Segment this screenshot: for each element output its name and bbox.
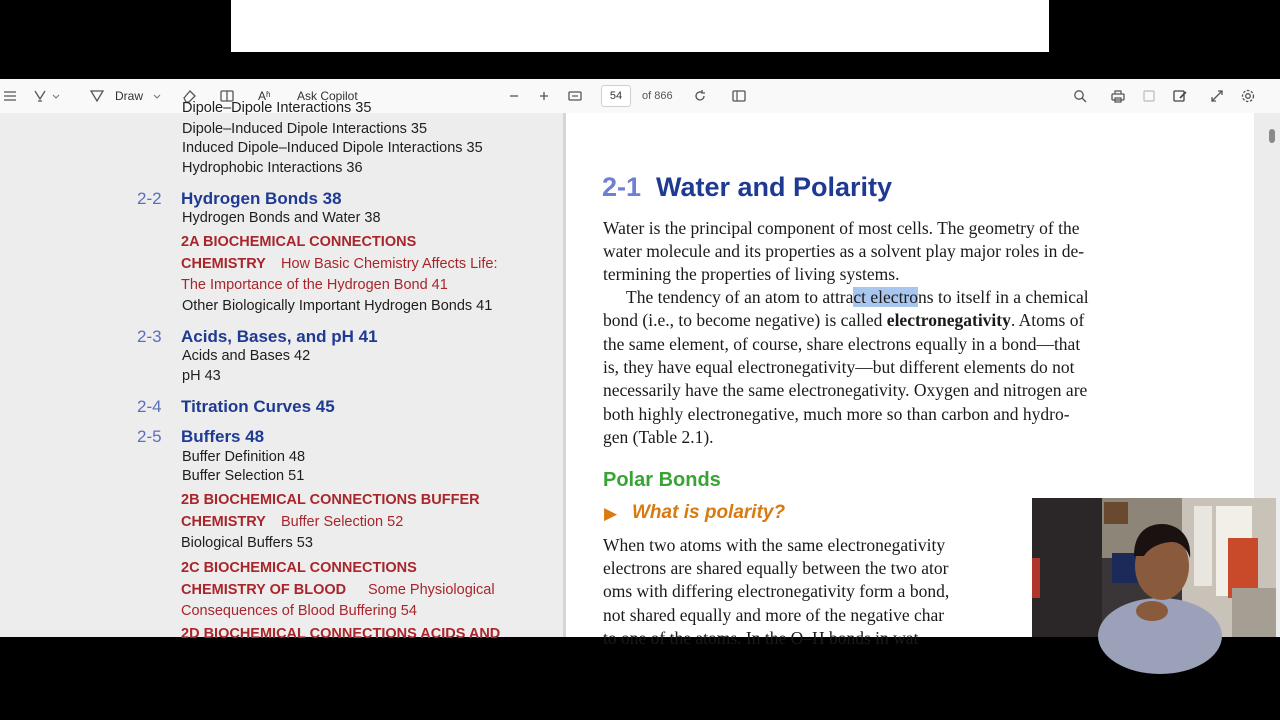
toc-item[interactable]: pH 43 <box>182 368 221 384</box>
print-button[interactable] <box>1110 79 1126 113</box>
save-icon <box>1141 88 1157 104</box>
draw-icon <box>89 88 105 104</box>
settings-button[interactable] <box>1240 79 1256 113</box>
edit-icon <box>1172 88 1188 104</box>
toc-item[interactable]: Dipole–Dipole Interactions 35 <box>182 100 372 116</box>
toc-section-title[interactable]: Hydrogen Bonds 38 <box>181 189 342 208</box>
page-number-input[interactable]: 54 <box>601 85 631 107</box>
toc-item[interactable]: Other Biologically Important Hydrogen Bonds 41 <box>182 298 493 314</box>
fullscreen-icon <box>1209 88 1225 104</box>
highlight-icon <box>32 88 48 104</box>
print-icon <box>1110 88 1126 104</box>
webcam-feed-image <box>1032 498 1276 637</box>
page-view-button[interactable] <box>731 79 747 113</box>
draw-button[interactable] <box>89 79 159 113</box>
key-term: electronegativity <box>886 310 1011 330</box>
question-heading: What is polarity? <box>632 502 786 523</box>
zoom-in-button[interactable] <box>536 79 552 113</box>
toc-item[interactable]: Dipole–Induced Dipole Interactions 35 <box>182 121 428 137</box>
ask-copilot-label: Ask Copilot <box>297 89 358 103</box>
section-title: Water and Polarity <box>656 172 893 202</box>
arrow-icon: ▶ <box>604 504 618 523</box>
body-line: is, they have equal electronegativity—but different elements do not <box>603 357 1075 377</box>
chevron-down-icon <box>149 88 159 104</box>
body-text: ns to itself in a chemical <box>918 287 1089 307</box>
fit-page-button[interactable] <box>567 79 583 113</box>
body-line: both highly electronegative, much more so than carbon and hydro- <box>603 404 1070 424</box>
toc-box-heading: 2B BIOCHEMICAL CONNECTIONS BUFFER <box>181 492 480 508</box>
read-aloud-icon: Aʱ <box>258 89 271 103</box>
body-line: water molecule and its properties as a solvent play major roles in de- <box>603 241 1085 261</box>
toc-item[interactable]: Acids and Bases 42 <box>182 348 311 364</box>
toc-section-title[interactable]: Acids, Bases, and pH 41 <box>181 327 378 346</box>
toc-section-number: 2-5 <box>137 427 162 446</box>
body-text: . Atoms of <box>1010 310 1085 330</box>
rotate-button[interactable] <box>692 79 708 113</box>
toc-item[interactable]: Hydrophobic Interactions 36 <box>182 160 363 176</box>
body-line <box>603 310 1084 331</box>
subheading: Polar Bonds <box>603 469 721 491</box>
section-number: 2-1 <box>602 172 642 202</box>
toc-box-title[interactable]: Buffer Selection 52 <box>281 514 404 530</box>
menu-icon <box>2 88 18 104</box>
body-line: gen (Table 2.1). <box>603 427 714 447</box>
toc-section-number: 2-2 <box>137 189 162 208</box>
search-icon <box>1072 88 1088 104</box>
toc-box-title[interactable]: Some Physiological <box>368 582 495 598</box>
body-line: to one of the atoms. In the O–H bonds in wat <box>603 628 919 648</box>
toc-item[interactable]: Hydrogen Bonds and Water 38 <box>182 210 381 226</box>
toc-box-heading: 2C BIOCHEMICAL CONNECTIONS <box>181 560 417 576</box>
body-line: necessarily have the same electronegativity. Oxygen and nitrogen are <box>603 380 1088 400</box>
body-line: When two atoms with the same electronegativity <box>603 535 946 555</box>
body-text: The tendency of an atom to attra <box>626 287 854 307</box>
page-view-icon <box>731 88 747 104</box>
fit-page-icon <box>567 88 583 104</box>
draw-label: Draw <box>115 89 144 103</box>
zoom-out-icon <box>506 88 522 104</box>
top-white-band <box>231 0 1049 52</box>
search-button[interactable] <box>1072 79 1088 113</box>
body-line: not shared equally and more of the negative char <box>603 605 945 625</box>
toc-item[interactable]: Buffer Definition 48 <box>182 449 306 465</box>
toc-box-title[interactable]: The Importance of the Hydrogen Bond 41 <box>181 277 448 293</box>
body-line: the same element, of course, share electrons equally in a bond—that <box>603 334 1081 354</box>
body-line <box>626 287 1089 308</box>
toc-item[interactable]: Induced Dipole–Induced Dipole Interactions 35 <box>182 140 483 156</box>
toc-box-heading: CHEMISTRY <box>181 256 266 272</box>
highlight-button[interactable] <box>32 79 58 113</box>
rotate-icon <box>692 88 708 104</box>
toc-box-title[interactable]: Consequences of Blood Buffering 54 <box>181 603 417 619</box>
toc-item[interactable]: Buffer Selection 51 <box>182 468 305 484</box>
toc-box-heading: CHEMISTRY <box>181 514 266 530</box>
zoom-out-button[interactable] <box>506 79 522 113</box>
page-total: of 866 <box>642 90 673 102</box>
body-text: bond (i.e., to become negative) is called <box>603 310 887 330</box>
toc-item[interactable]: Biological Buffers 53 <box>181 535 313 551</box>
toc-section-number: 2-3 <box>137 327 162 346</box>
toc-box-title[interactable]: How Basic Chemistry Affects Life: <box>281 256 498 272</box>
zoom-in-icon <box>536 88 552 104</box>
toc-section-number: 2-4 <box>137 397 162 416</box>
webcam-overlay <box>1032 498 1276 637</box>
chevron-down-icon <box>48 88 58 104</box>
body-line: termining the properties of living systems. <box>603 264 900 284</box>
toc-box-heading: 2A BIOCHEMICAL CONNECTIONS <box>181 234 417 250</box>
fullscreen-button[interactable] <box>1209 79 1225 113</box>
toc-box-heading: CHEMISTRY OF BLOOD <box>181 582 347 598</box>
toc-section-title[interactable]: Titration Curves 45 <box>181 397 335 416</box>
settings-icon <box>1240 88 1256 104</box>
toc-section-title[interactable]: Buffers 48 <box>181 427 265 446</box>
table-of-contents-panel <box>0 100 563 642</box>
body-line: Water is the principal component of most cells. The geometry of the <box>603 218 1080 238</box>
body-line: oms with differing electronegativity form a bond, <box>603 581 950 601</box>
edit-button[interactable] <box>1172 79 1188 113</box>
body-line: electrons are shared equally between the two ator <box>603 558 949 578</box>
selected-text-highlight[interactable]: ct electro <box>853 287 919 307</box>
save-button[interactable] <box>1141 79 1157 113</box>
toc-box-heading: 2D BIOCHEMICAL CONNECTIONS ACIDS AND <box>181 626 501 642</box>
scrollbar-thumb[interactable] <box>1269 129 1275 143</box>
menu-button[interactable] <box>2 79 18 113</box>
